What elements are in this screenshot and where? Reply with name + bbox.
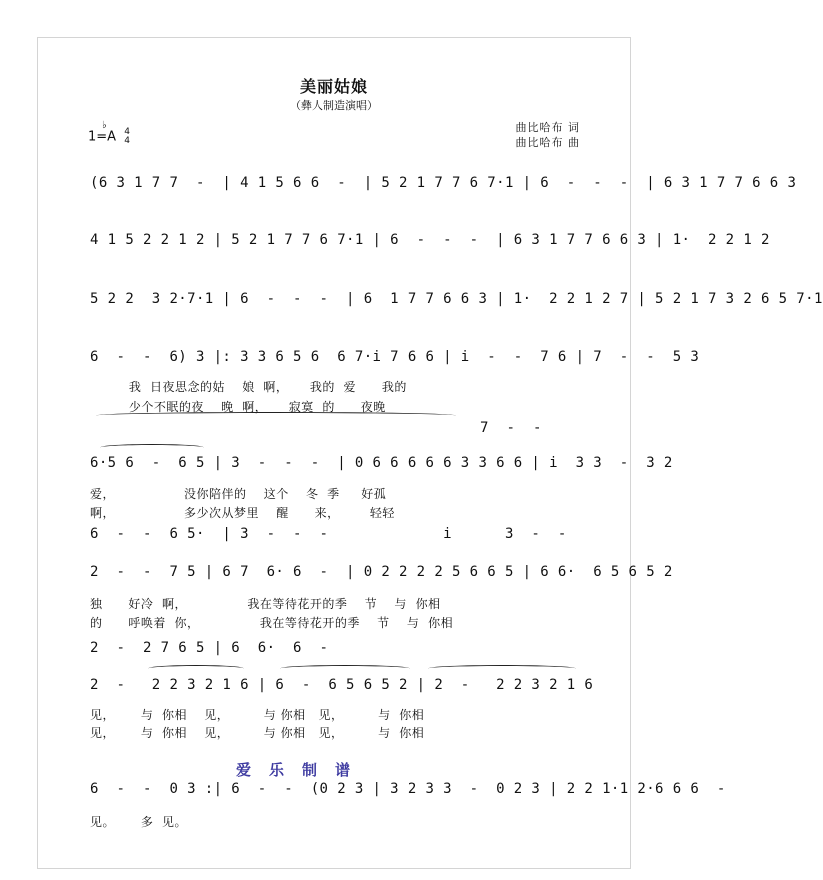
lyric-row-6-verse-2: 的 呼唤着 你， 我在等待花开的季 节 与 你相 [90, 616, 454, 630]
song-subtitle: （彝人制造演唱） [290, 99, 378, 112]
time-signature [124, 128, 130, 146]
score-row-6: 2 - - 7 5 | 6 7 6· 6 - | 0 2 2 2 2 5 6 6 5 | 6 6· 6 5 6 5 2 [90, 564, 673, 580]
score-row-4: 6 - - 6) 3 |: 3 3 6 5 6 6 7·i 7 6 6 | i - - 7 6 | 7 - - 5 3 [90, 349, 700, 365]
score-row-1: (6 3 1 7 7 - | 4 1 5 6 6 - | 5 2 1 7 7 6 7·1 | 6 - - - | 6 3 1 7 7 6 6 3 [90, 175, 797, 191]
lyric-row-7-verse-2: 见， 与 你相 见， 与 你相 见， 与 你相 [90, 726, 425, 740]
score-row-5: 6·5 6 - 6 5 | 3 - - - | 0 6 6 6 6 6 3 3 6 6 | i 3 3 - 3 2 [90, 455, 673, 471]
lyric-row-7-verse-1: 见， 与 你相 见， 与 你相 见， 与 你相 [90, 708, 425, 722]
time-sig-top: 4 [124, 127, 130, 137]
lyric-row-8-verse-1: 见。 多 见。 [90, 815, 188, 829]
watermark: 爱乐制谱 [236, 761, 369, 779]
flat-symbol: ♭ [102, 120, 107, 131]
lyric-row-5-verse-2: 啊， 多少次从梦里 醒 来， 轻轻 [90, 506, 395, 520]
alt-part-row-4: 7 - - [480, 420, 542, 436]
key-note: A [107, 129, 117, 145]
key-signature [88, 120, 130, 146]
phrase-slur [428, 665, 576, 672]
score-row-3: 5 2 2 3 2·7·1 | 6 - - - | 6 1 7 7 6 6 3 | 1· 2 2 1 2 7 | 5 2 1 7 3 2 6 5 7·1 [90, 291, 823, 307]
score-row-7: 2 - 2 2 3 2 1 6 | 6 - 6 5 6 5 2 | 2 - 2 2 3 2 1 6 [90, 677, 594, 693]
time-sig-bottom: 4 [124, 136, 130, 146]
phrase-slur [280, 665, 410, 672]
phrase-slur [96, 412, 456, 419]
lyric-row-6-verse-1: 独 好冷 啊， 我在等待花开的季 节 与 你相 [90, 597, 441, 611]
alt-part-row-5: 6 - - 6 5· | 3 - - - i 3 - - [90, 526, 567, 542]
score-page [37, 37, 823, 869]
key-prefix: 1= [88, 129, 108, 145]
score-row-2: 4 1 5 2 2 1 2 | 5 2 1 7 7 6 7·1 | 6 - - - | 6 3 1 7 7 6 6 3 | 1· 2 2 1 2 [90, 232, 770, 248]
composer-credit: 曲比哈布 曲 [515, 136, 580, 149]
alt-part-row-6: 2 - 2 7 6 5 | 6 6· 6 - [90, 640, 329, 656]
lyric-row-4-verse-2: 少个不眠的夜 晚 啊， 寂寞 的 夜晚 [90, 400, 386, 414]
score-row-8: 6 - - 0 3 :| 6 - - (0 2 3 | 3 2 3 3 - 0 2 3 | 2 2 1·1 2·6 6 6 - [90, 781, 726, 797]
lyric-row-4-verse-1: 我 日夜思念的姑 娘 啊， 我的 爱 我的 [90, 380, 407, 394]
phrase-slur [148, 665, 244, 672]
lyric-row-5-verse-1: 爱， 没你陪伴的 这个 冬 季 好孤 [90, 487, 387, 501]
song-title: 美丽姑娘 [299, 77, 368, 96]
phrase-slur [100, 444, 204, 451]
lyricist-credit: 曲比哈布 词 [515, 121, 580, 134]
